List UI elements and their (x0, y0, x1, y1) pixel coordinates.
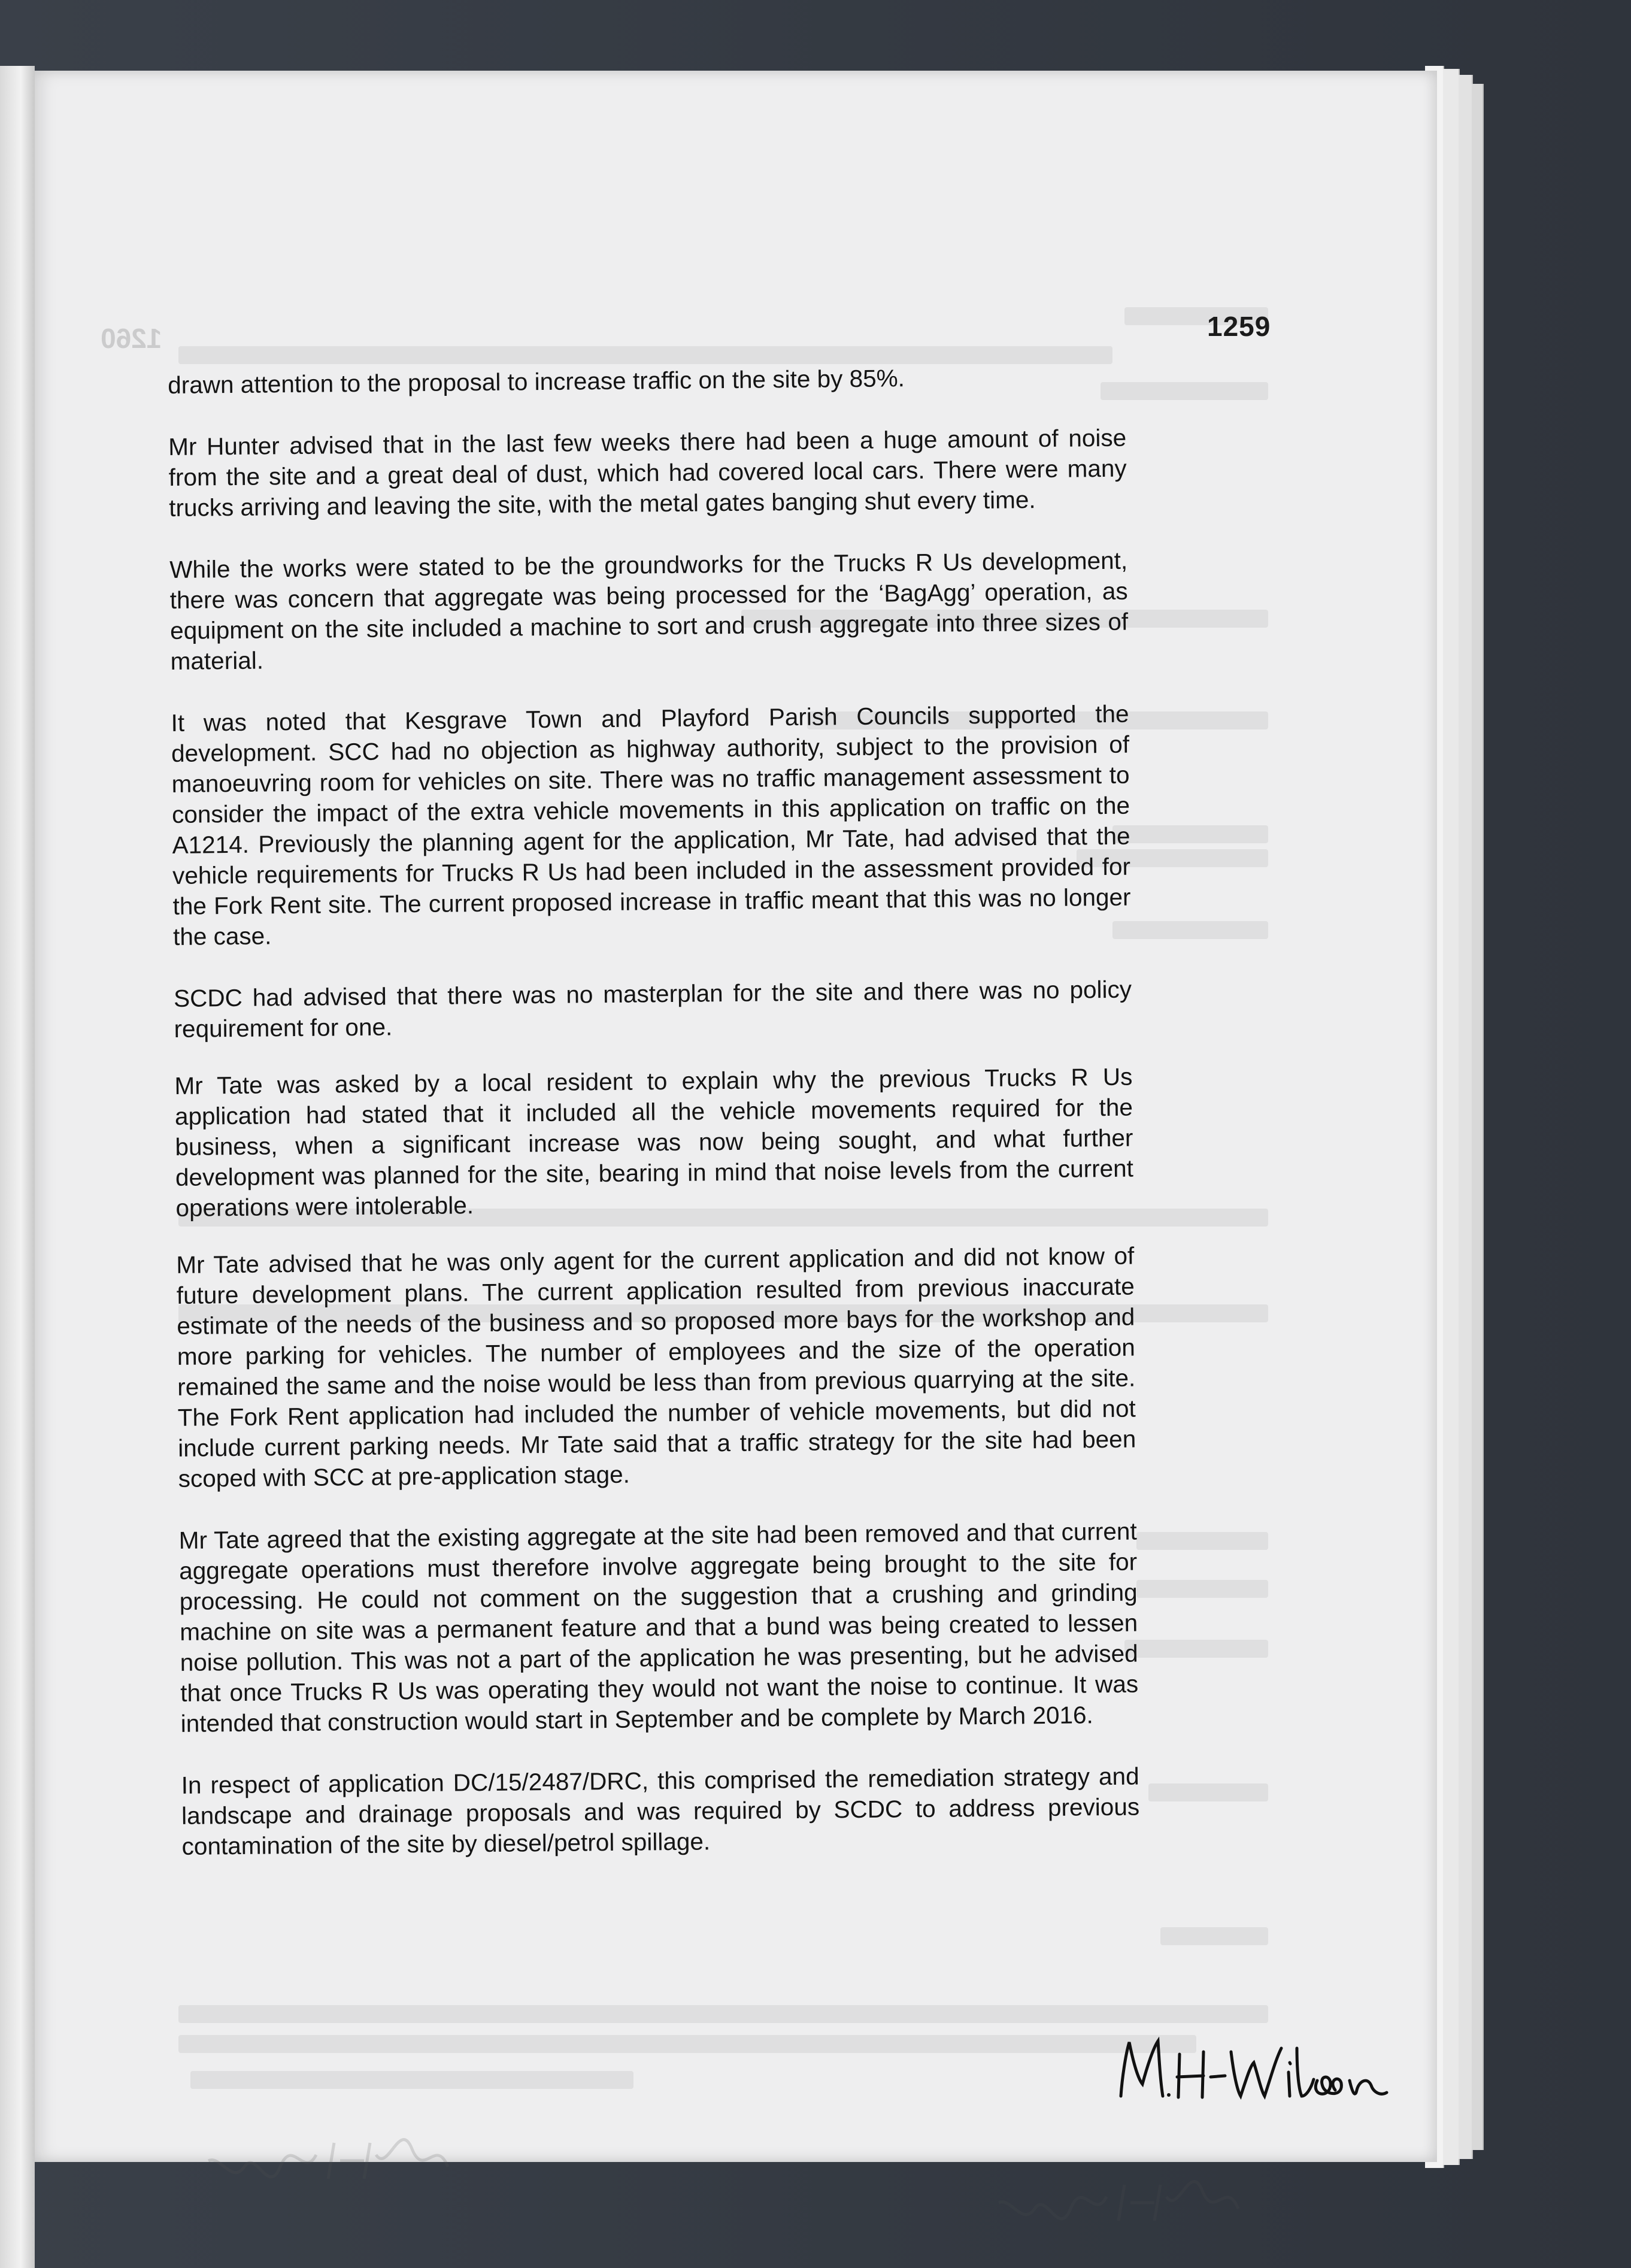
paragraph-mr-tate-response: Mr Tate advised that he was only agent for the current application and did not know of future development plans. The current application resulted from previous inaccurate estimate of the needs of the business and so proposed more bays for the workshop and more parking for vehicles. The number of employees and the size of the operation remained the same and the noise would be less than from previous quarrying at the site. The Fork Rent application had included the number of vehicle movements, but did not include current parking needs. Mr Tate said that a traffic strategy for the site had been scoped with SCC at pre-application stage. (176, 1242, 1136, 1492)
paragraph-council-support: It was noted that Kesgrave Town and Playford Parish Councils supported the development. SCC had no objection as highway authority, subject to the provision of manoeuvring room for vehicles on site. There was no traffic management assessment to consider the impact of the extra vehicle movements in this application on traffic on the A1214. Previously the planning agent for the application, Mr Tate, had advised that the vehicle requirements for Trucks R Us had been included in the assessment provided for the Fork Rent site. The current proposed increase in traffic meant that this was no longer the case. (171, 700, 1131, 950)
page-edge-stack (1459, 75, 1473, 2159)
reverse-signature-bleed (993, 2167, 1244, 2233)
previous-page-edge (0, 66, 35, 2268)
paragraph-mr-hunter-noise: Mr Hunter advised that in the last few weeks there had been a huge amount of noise from the site and a great deal of dust, which had covered local cars. There were many trucks arriving and leaving the site, with the metal gates banging shut every time. (168, 423, 1127, 522)
reverse-page-number: 1260 (101, 323, 162, 354)
page-edge-stack (1443, 69, 1460, 2165)
handwritten-signature (1114, 2030, 1401, 2108)
document-page (35, 71, 1437, 2162)
paragraph-remediation-application: In respect of application DC/15/2487/DRC, this comprised the remediation strategy and landscape and drainage proposals and was required by SCDC to address previous contamination of the site by diesel/petrol spillage. (181, 1762, 1140, 1860)
page-edge-stack (1472, 84, 1484, 2150)
paragraph-aggregate-concern: While the works were stated to be the groundworks for the Trucks R Us development, there was concern that aggregate was being processed for the ‘BagAgg’ operation, as equipment on the site included a machine to sort and crush aggregate into three sizes of material. (169, 546, 1129, 675)
page-number: 1259 (1207, 311, 1271, 342)
paragraph-scdc-masterplan: SCDC had advised that there was no masterplan for the site and there was no policy requirement for one. (173, 975, 1132, 1043)
paragraph-traffic-increase: drawn attention to the proposal to increase traffic on the site by 85%. (168, 364, 905, 399)
minutes-body-text (168, 361, 1140, 1893)
paragraph-aggregate-agreement: Mr Tate agreed that the existing aggregate at the site had been removed and that current aggregate operations must therefore involve aggregate being brought to the site for processing. He could not comment on the suggestion that a crushing and grinding machine on site was a permanent feature and that a bund was being created to lessen noise pollution. This was not a part of the application he was presenting, but he advised that once Trucks R Us was operating they would not want the noise to continue. It was intended that construction would start in September and be complete by March 2016. (178, 1517, 1139, 1737)
paragraph-resident-question: Mr Tate was asked by a local resident to explain why the previous Trucks R Us application had stated that it included all the vehicle movements required for the business, when a significant increase was now being sought, and what further development was planned for the site, bearing in mind that noise levels from the current operations were intolerable. (174, 1062, 1134, 1222)
reverse-signature-bleed (202, 2125, 454, 2191)
